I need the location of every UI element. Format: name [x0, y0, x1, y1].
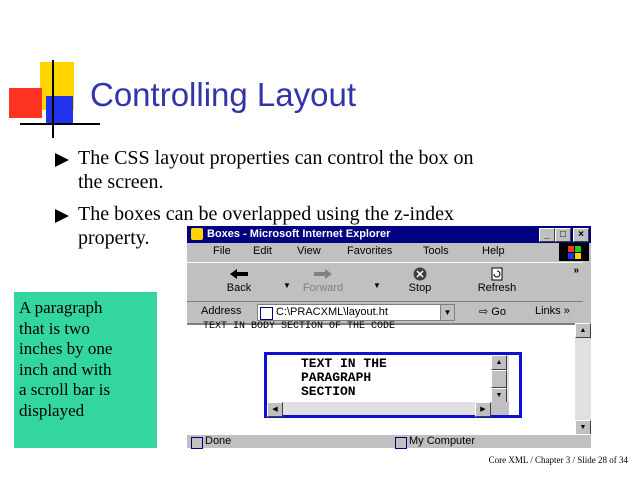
back-label: Back: [226, 282, 252, 294]
forward-label: Forward: [302, 282, 344, 294]
bullet-1-line-1: The CSS layout properties can control the box on: [78, 147, 474, 169]
back-dropdown-icon[interactable]: ▼: [283, 281, 291, 290]
ie-icon: [191, 228, 203, 240]
menu-bar: [187, 243, 591, 261]
decor-horizontal-line: [20, 123, 100, 125]
menu-view[interactable]: View: [297, 245, 321, 257]
go-label: Go: [491, 306, 506, 318]
toolbar: [187, 262, 583, 302]
windows-logo-icon: [559, 243, 589, 261]
status-bar: [187, 434, 591, 449]
page-icon: [260, 307, 273, 320]
decor-vertical-line: [52, 60, 54, 138]
refresh-icon: [486, 267, 508, 281]
stop-label: Stop: [408, 282, 432, 294]
address-value: C:\PRACXML\layout.ht: [276, 306, 388, 318]
back-button[interactable]: [209, 263, 269, 299]
forward-arrow-icon: [312, 267, 334, 281]
toolbar-more-icon[interactable]: »: [573, 265, 579, 276]
scroll-right-icon[interactable]: ▶: [475, 402, 491, 417]
note-text: A paragraph that is two inches by one inch and with a scroll bar is displayed: [19, 298, 113, 420]
page-scroll-up-icon[interactable]: ▲: [575, 323, 591, 338]
stop-button[interactable]: [390, 263, 450, 299]
refresh-button[interactable]: [467, 263, 527, 299]
scroll-corner: [491, 402, 509, 415]
browser-window: [187, 226, 591, 448]
scroll-left-icon[interactable]: ◀: [267, 402, 283, 417]
status-text: Done: [205, 435, 232, 447]
close-button[interactable]: ×: [573, 228, 589, 242]
menu-help[interactable]: Help: [482, 245, 505, 257]
refresh-label: Refresh: [477, 282, 517, 294]
slide-footer: Core XML / Chapter 3 / Slide 28 of 34: [488, 455, 628, 465]
paragraph-horizontal-scrollbar[interactable]: [267, 402, 491, 415]
square-bullet-icon: [55, 209, 69, 223]
menu-edit[interactable]: Edit: [253, 245, 272, 257]
links-label: Links: [535, 305, 561, 317]
back-arrow-icon: [228, 267, 250, 281]
go-icon: ⇨: [479, 306, 492, 318]
title-bar: [187, 226, 591, 243]
square-bullet-icon: [55, 153, 69, 167]
menu-file[interactable]: File: [213, 245, 231, 257]
paragraph-box: [264, 352, 522, 418]
minimize-button[interactable]: _: [539, 228, 555, 242]
forward-dropdown-icon[interactable]: ▼: [373, 281, 381, 290]
address-input[interactable]: [257, 304, 455, 321]
bullet-2-line-2: property.: [78, 227, 150, 249]
scroll-down-icon[interactable]: ▼: [491, 388, 507, 403]
bullet-2-line-1: The boxes can be overlapped using the z-index: [78, 203, 454, 225]
forward-button[interactable]: [293, 263, 353, 299]
paragraph-text: TEXT IN THE PARAGRAPH SECTION: [301, 356, 387, 399]
go-button[interactable]: [479, 305, 506, 318]
status-page-icon: [191, 437, 203, 449]
address-bar: [187, 302, 591, 322]
decor-red-square: [9, 88, 42, 118]
decor-blue-square: [46, 96, 73, 124]
paragraph-vertical-scrollbar[interactable]: [491, 355, 509, 402]
menu-favorites[interactable]: Favorites: [347, 245, 393, 257]
bullet-1-line-2: the screen.: [78, 171, 164, 193]
window-title: Boxes - Microsoft Internet Explorer: [207, 228, 391, 240]
scroll-thumb[interactable]: [491, 370, 507, 388]
maximize-button[interactable]: □: [555, 228, 571, 242]
links-button[interactable]: Links »: [535, 305, 570, 317]
computer-icon: [395, 437, 407, 449]
body-text: TEXT IN BODY SECTION OF THE CODE: [203, 321, 396, 332]
address-dropdown-icon[interactable]: ▼: [440, 305, 454, 320]
page-vertical-scrollbar[interactable]: [575, 323, 591, 435]
menu-tools[interactable]: Tools: [423, 245, 449, 257]
slide-title: Controlling Layout: [90, 76, 356, 113]
note-box: [14, 292, 157, 448]
page-scroll-down-icon[interactable]: ▼: [575, 420, 591, 435]
address-label: Address: [201, 305, 242, 317]
scroll-up-icon[interactable]: ▲: [491, 355, 507, 370]
zone-text: My Computer: [409, 435, 476, 447]
page-content: [187, 323, 575, 435]
stop-icon: [409, 267, 431, 281]
